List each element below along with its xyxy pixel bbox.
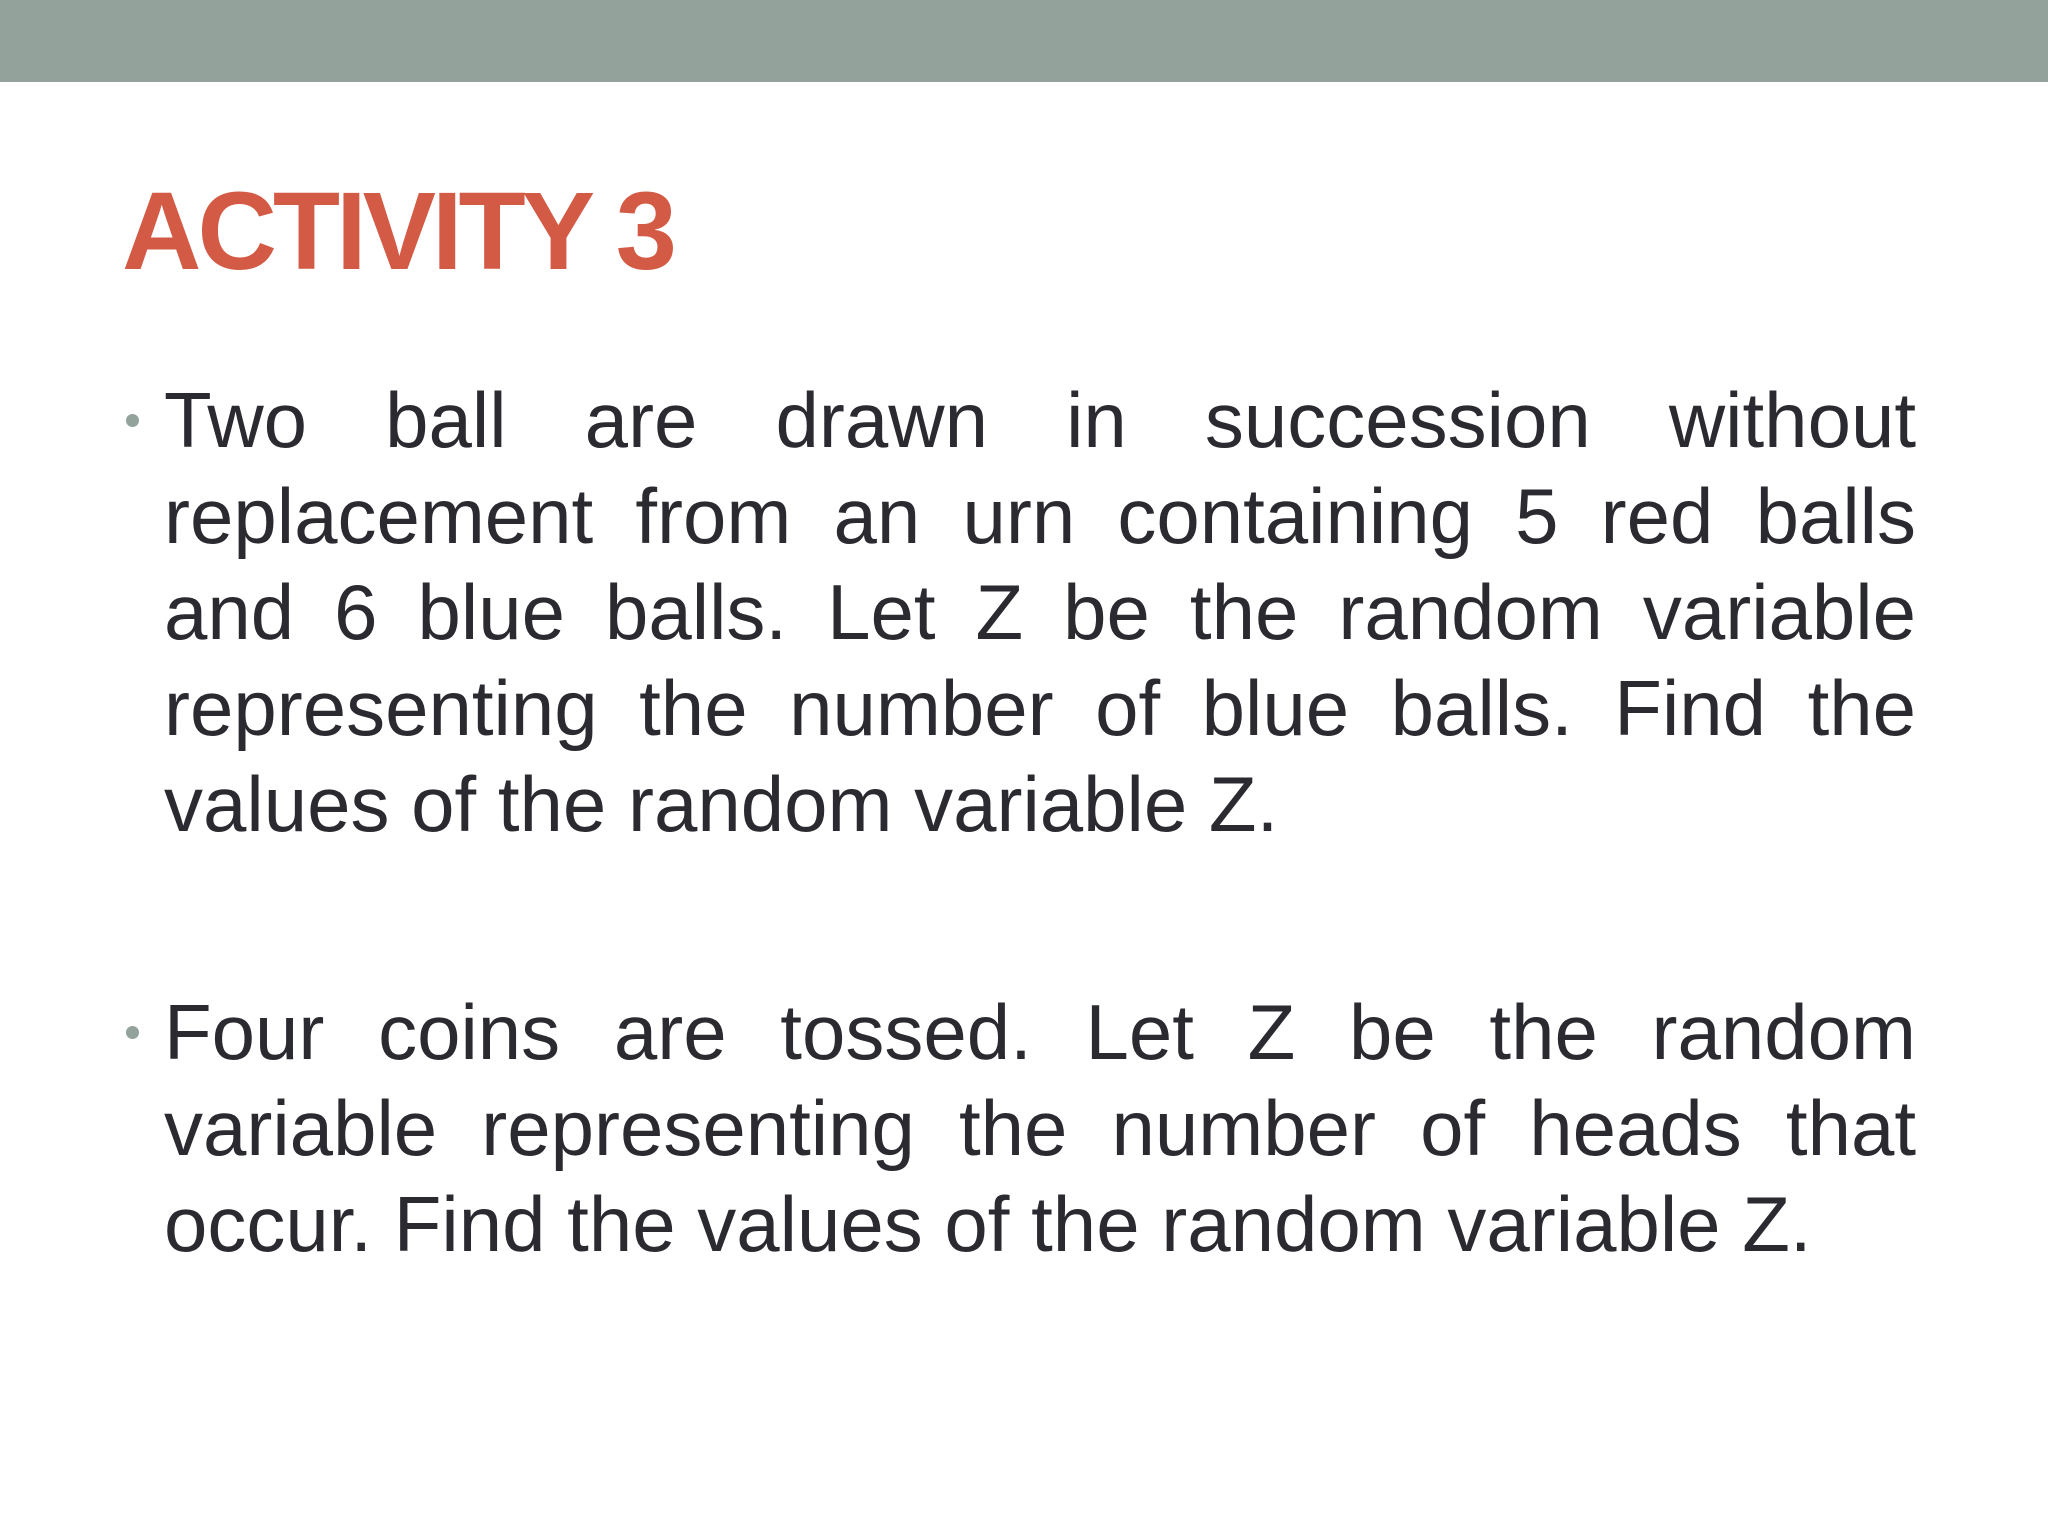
- top-accent-bar: [0, 0, 2048, 82]
- slide-title: ACTIVITY 3: [122, 170, 673, 293]
- bullet-marker-icon: [126, 414, 139, 427]
- bullet-item: [122, 372, 1916, 852]
- bullet-text: Four coins are tossed. Let Z be the random variable representing the number of heads that occur. Find the values of the random variable Z.: [164, 988, 1916, 1268]
- bullet-item: [122, 984, 1916, 1272]
- bullet-marker-icon: [126, 1026, 139, 1039]
- bullet-text: Two ball are drawn in succession without replacement from an urn containing 5 red balls and 6 blue balls. Let Z be the random variable representing the number of blue balls. Find the values of the random variable Z.: [164, 376, 1916, 848]
- bullet-list: [122, 372, 1922, 1272]
